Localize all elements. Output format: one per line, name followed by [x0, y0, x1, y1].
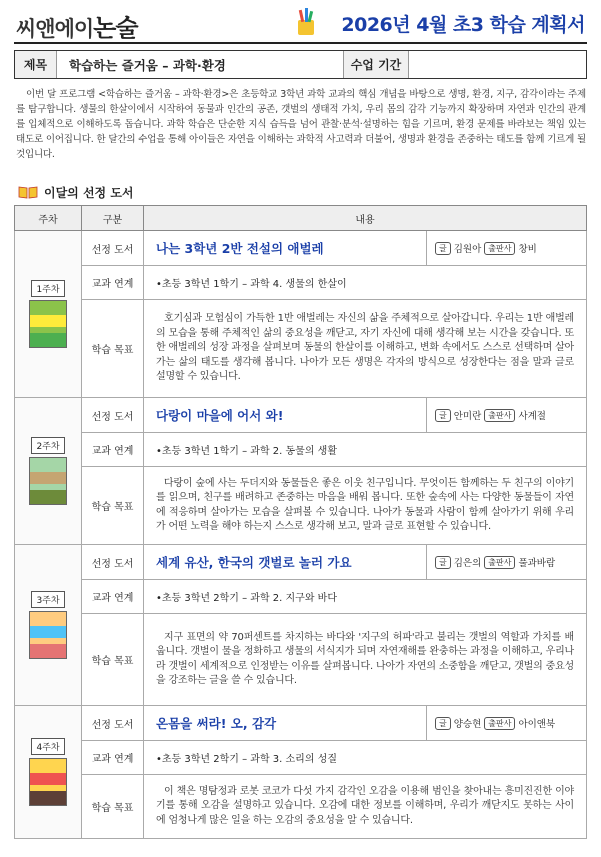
goal-text: 이 책은 명탐정과 로봇 코코가 다섯 가지 감각인 오감을 이용해 범인을 찾아내는 흥미진진한 이야기를 통해 오감을 설명하고 있습니다. 오감에 대한 정보를 이해하며, 우리가 깨닫지도 못하는 사이에 엄청나게 많은 일을 하는 오감의 중요성을 알 수 있습니다.: [144, 775, 587, 839]
table-header-row: [15, 206, 587, 231]
period-value[interactable]: [409, 51, 586, 78]
week-badge: 2주차: [31, 437, 64, 454]
row-label-goal: 학습 목표: [82, 300, 144, 398]
logo-bold-text: 논술: [93, 14, 138, 42]
publisher-name: 사계절: [518, 411, 546, 422]
book-cover-image: [29, 300, 67, 348]
row-label-book: 선정 도서: [82, 231, 144, 266]
week-cell: [15, 706, 82, 839]
period-label: 수업 기간: [344, 51, 409, 78]
header-divider: [14, 42, 587, 44]
pencil-cup-icon: [293, 7, 319, 37]
header-kind: 구분: [82, 206, 144, 231]
author-tag: 글: [435, 242, 451, 255]
logo-text: 씨앤에이: [16, 17, 94, 41]
book-cover-image: [29, 457, 67, 505]
author-name: 양승현: [453, 719, 482, 730]
row-label-book: 선정 도서: [82, 545, 144, 580]
section-title-text: 이달의 선정 도서: [44, 185, 134, 200]
book-credits: [426, 706, 586, 740]
header-content: 내용: [144, 206, 587, 231]
book-cell: [144, 398, 587, 433]
book-title: 다랑이 마을에 어서 와!: [156, 408, 284, 423]
author-tag: 글: [435, 409, 451, 422]
week-badge: 1주차: [31, 280, 64, 297]
publisher-tag: 출판사: [484, 556, 515, 569]
table-row: [15, 580, 587, 614]
publisher-name: 아이앤북: [518, 719, 556, 730]
table-row: [15, 398, 587, 433]
publisher-tag: 출판사: [484, 717, 515, 730]
book-credits: [426, 398, 586, 432]
week-cell: [15, 231, 82, 398]
book-cover-image: [29, 758, 67, 806]
publisher-tag: 출판사: [484, 409, 515, 422]
book-cell: [144, 706, 587, 741]
book-title: 나는 3학년 2반 전설의 애벌레: [156, 241, 324, 256]
book-title: 세계 유산, 한국의 갯벌로 놀러 가요: [156, 555, 352, 570]
curriculum-text: •초등 3학년 2학기 – 과학 3. 소리의 성질: [144, 741, 587, 775]
table-row: [15, 545, 587, 580]
book-cell: [144, 231, 587, 266]
table-row: [15, 433, 587, 467]
publisher-name: 창비: [518, 244, 537, 255]
header-week: 주차: [15, 206, 82, 231]
week-badge: 3주차: [31, 591, 64, 608]
open-book-icon: [18, 185, 38, 199]
intro-paragraph: 이번 달 프로그램 <학습하는 즐거움 – 과학·환경>은 초등학교 3학년 과학 교과의 핵심 개념을 바탕으로 생명, 환경, 지구, 감각이라는 주제를 탐구합니다. 생물의 한살이에서 시작하여 동물과 인간의 공존, 갯벌의 생태적 가치, 우리 몸의 감각 기능까지 확장하며 자연과 인간의 관계를 입체적으로 이해하도록 돕습니다. 과학 학습은 단순한 지식 습득을 넘어 관찰·분석·설명하는 힘을 기르며, 환경 문제를 바라보는 책임 있는 태도로 이어집니다. 한 달간의 수업을 통해 아이들은 자연을 이해하는 과학적 사고력과 더불어, 생명과 환경을 존중하는 태도를 함께 기르게 될 것입니다.: [16, 89, 586, 160]
book-credits: [426, 231, 586, 265]
week-cell: [15, 398, 82, 545]
table-row: [15, 266, 587, 300]
book-cell: [144, 545, 587, 580]
goal-text: 호기심과 모험심이 가득한 1반 애벌레는 자신의 삶을 주체적으로 살아갑니다. 우리는 1반 애벌레의 모습을 통해 주체적인 삶의 중요성을 깨닫고, 자기 자신에 대해 생각해 보는 시간을 갖습니다. 또한 애벌레의 성장 과정을 살펴보며 동물의 한살이를 이해하고, 변화 속에서도 스스로 선택하며 살아가는 삶의 태도를 생각해 봅니다. 나아가 모든 생명은 각자의 방식으로 성장한다는 점을 말과 글로 설명할 수 있습니다.: [144, 300, 587, 398]
row-label-curriculum: 교과 연계: [82, 266, 144, 300]
brand-logo: [16, 8, 138, 43]
row-label-curriculum: 교과 연계: [82, 433, 144, 467]
week-cell: [15, 545, 82, 706]
table-row: [15, 741, 587, 775]
row-label-goal: 학습 목표: [82, 614, 144, 706]
table-row: [15, 231, 587, 266]
row-label-goal: 학습 목표: [82, 775, 144, 839]
author-tag: 글: [435, 717, 451, 730]
row-label-goal: 학습 목표: [82, 467, 144, 545]
author-tag: 글: [435, 556, 451, 569]
subject-value: 학습하는 즐거움 – 과학·환경: [57, 51, 344, 78]
table-row: [15, 614, 587, 706]
row-label-curriculum: 교과 연계: [82, 741, 144, 775]
book-cover-image: [29, 611, 67, 659]
subject-label: 제목: [15, 51, 57, 78]
table-row: [15, 775, 587, 839]
info-box: [14, 50, 587, 79]
table-row: [15, 706, 587, 741]
week-badge: 4주차: [31, 738, 64, 755]
goal-text: 다랑이 숲에 사는 두더지와 동물들은 좋은 이웃 친구입니다. 무엇이든 함께하는 두 친구의 이야기를 읽으며, 친구를 배려하고 존중하는 마음을 배워 봅니다. 또한 숲속에 사는 다양한 동물들이 자연에 적응하며 살아가는 모습을 살펴볼 수 있습니다. 나아가 동물과 사람이 함께 살아가기 위해 우리가 어떤 노력을 해야 하는지 스스로 생각해 보고, 말과 글로 표현할 수 있습니다.: [144, 467, 587, 545]
author-name: 김원아: [453, 244, 482, 255]
goal-text: 지구 표면의 약 70퍼센트를 차지하는 바다와 '지구의 허파'라고 불리는 갯벌의 역할과 가치를 배웁니다. 갯벌이 물을 정화하고 생물의 서식지가 되며 자연재해를 완충하는 과정을 이해하고, 우리나라 갯벌이 세계적으로 인정받는 이유를 살펴봅니다. 나아가 자연의 소중함을 깨닫고, 갯벌의 중요성을 강조하는 글을 쓸 수 있습니다.: [144, 614, 587, 706]
author-name: 김은의: [453, 558, 482, 569]
header-bar: [14, 6, 587, 40]
author-name: 안미란: [453, 411, 482, 422]
row-label-book: 선정 도서: [82, 706, 144, 741]
row-label-curriculum: 교과 연계: [82, 580, 144, 614]
table-row: [15, 467, 587, 545]
table-row: [15, 300, 587, 398]
book-title: 온몸을 써라! 오, 감각: [156, 716, 277, 731]
curriculum-text: •초등 3학년 1학기 – 과학 2. 동물의 생활: [144, 433, 587, 467]
section-title: [18, 181, 134, 203]
curriculum-text: •초등 3학년 2학기 – 과학 2. 지구와 바다: [144, 580, 587, 614]
page-title: 2026년 4월 초3 학습 계획서: [341, 14, 585, 36]
book-credits: [426, 545, 586, 579]
row-label-book: 선정 도서: [82, 398, 144, 433]
publisher-name: 풀과바람: [518, 558, 556, 569]
book-plan-table: [14, 205, 587, 839]
publisher-tag: 출판사: [484, 242, 515, 255]
curriculum-text: •초등 3학년 1학기 – 과학 4. 생물의 한살이: [144, 266, 587, 300]
